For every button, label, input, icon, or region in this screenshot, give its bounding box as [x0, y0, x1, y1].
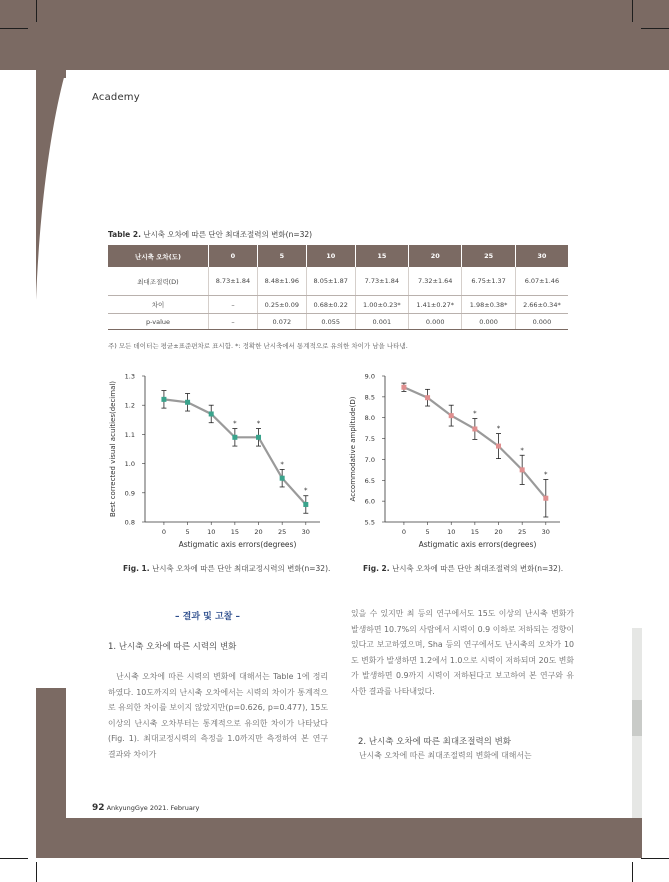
data-point — [256, 435, 261, 440]
table-cell: 1.41±0.27* — [409, 296, 462, 314]
y-tick-label: 1.0 — [124, 460, 135, 469]
y-axis-label: Best corrected visual acuities(decimal) — [109, 380, 117, 518]
subsection-2-heading: 2. 난시축 오차에 따른 최대조절력의 변화 — [358, 737, 511, 747]
significance-marker: * — [544, 470, 548, 479]
journal-name: AnkyungGye 2021. February — [106, 804, 200, 812]
section-title: – 결과 및 고찰 – — [175, 612, 241, 622]
table-row — [108, 296, 568, 314]
y-tick-label: 9.0 — [364, 372, 375, 381]
figure-2-chart — [340, 370, 570, 555]
table-header-row — [108, 245, 568, 267]
table-row — [108, 267, 568, 296]
x-tick-label: 20 — [494, 528, 503, 536]
table-cell: 0.001 — [355, 314, 408, 330]
table-caption — [108, 229, 312, 240]
y-tick-label: 1.2 — [124, 401, 135, 410]
y-tick-label: 1.3 — [124, 372, 135, 381]
significance-marker: * — [280, 460, 284, 469]
figure-2-caption — [363, 563, 563, 574]
data-point — [161, 397, 166, 402]
y-tick-label: 7.5 — [364, 435, 375, 444]
y-tick-label: 7.0 — [364, 455, 375, 464]
significance-marker: * — [233, 419, 237, 428]
x-tick-label: 15 — [470, 528, 480, 536]
page-footer — [92, 803, 199, 813]
figure-1-caption — [123, 563, 330, 574]
table-cell: 8.05±1.87 — [306, 267, 355, 296]
table-header-cell: 10 — [306, 245, 355, 267]
figure-2-label: Fig. 2. — [363, 564, 390, 573]
table-cell: 0.000 — [515, 314, 568, 330]
table-header-cell: 15 — [355, 245, 408, 267]
table-cell: 1.00±0.23* — [355, 296, 408, 314]
data-point — [185, 400, 190, 405]
paragraph-1: 난시축 오차에 따른 시력의 변화에 대해서는 Table 1에 정리하였다. 10도까지의 난시축 오차에서는 시력의 차이가 통계적으로 유의한 차이를 보이지 않았지만(p=0.626, p=0.477), 15도 이상의 난시축 오차부터는 통계적으로 유의한 차이가 나타났다(Fig. 1). 최대교정시력의 측정을 1.0까지만 측정하여 본 연구 결과와 차이가 — [108, 672, 328, 759]
y-axis-label: Accommodative amplitude(D) — [349, 396, 357, 502]
series-line — [164, 399, 306, 504]
y-tick-label: 5.5 — [364, 518, 375, 527]
x-axis-label: Astigmatic axis errors(degrees) — [418, 540, 537, 549]
section-header: Academy — [92, 92, 140, 103]
table-caption-text: 난시축 오차에 따른 단안 최대조절력의 변화(n=32) — [143, 230, 313, 239]
significance-marker: * — [304, 486, 308, 495]
data-point — [496, 444, 501, 449]
table-cell: 0.072 — [257, 314, 306, 330]
y-tick-label: 1.1 — [124, 430, 135, 439]
y-tick-label: 0.8 — [124, 518, 135, 527]
significance-marker: * — [473, 409, 477, 418]
table-cell: 최대조절력(D) — [108, 267, 209, 296]
subsection-1-heading: 1. 난시축 오차에 따른 시력의 변화 — [108, 642, 237, 652]
x-tick-label: 30 — [541, 528, 550, 536]
y-tick-label: 8.5 — [364, 393, 375, 402]
table-cell: 7.73±1.84 — [355, 267, 408, 296]
x-tick-label: 25 — [518, 528, 527, 536]
data-point — [425, 395, 430, 400]
table-cell: – — [209, 296, 258, 314]
y-tick-label: 0.9 — [124, 489, 135, 498]
data-point — [280, 476, 285, 481]
y-tick-label: 6.0 — [364, 497, 375, 506]
table-header-cell: 난시축 오차(도) — [108, 245, 209, 267]
table-cell: 0.25±0.09 — [257, 296, 306, 314]
x-tick-label: 10 — [447, 528, 456, 536]
bottom-color-band — [36, 818, 642, 858]
x-tick-label: 10 — [207, 528, 216, 536]
table-cell: 1.98±0.38* — [462, 296, 515, 314]
x-tick-label: 0 — [401, 528, 406, 536]
figure-2-text: 난시축 오차에 따른 단안 최대조절력의 변화(n=32). — [391, 564, 564, 573]
right-margin-strip-dark — [632, 700, 642, 736]
table-cell: 7.32±1.64 — [409, 267, 462, 296]
paragraph-3: 난시축 오차에 따른 최대조절력의 변화에 대해서는 — [359, 751, 532, 760]
table-cell: 0.000 — [462, 314, 515, 330]
table-row — [108, 314, 568, 330]
significance-marker: * — [256, 419, 261, 428]
table-caption-label: Table 2. — [108, 230, 141, 239]
table-cell: 2.66±0.34* — [515, 296, 568, 314]
data-point — [401, 385, 406, 390]
table-cell: 6.07±1.46 — [515, 267, 568, 296]
data-point — [232, 435, 237, 440]
data-point — [472, 426, 477, 431]
x-axis-label: Astigmatic axis errors(degrees) — [178, 540, 297, 549]
table-cell: 0.000 — [409, 314, 462, 330]
y-tick-label: 8.0 — [364, 414, 375, 423]
data-point — [449, 413, 454, 418]
data-table — [108, 245, 568, 330]
series-line — [404, 387, 546, 498]
significance-marker: * — [496, 424, 501, 433]
table-header-cell: 5 — [257, 245, 306, 267]
x-tick-label: 30 — [301, 528, 310, 536]
figure-1-chart — [100, 370, 330, 555]
x-tick-label: 25 — [278, 528, 287, 536]
table-cell: 0.055 — [306, 314, 355, 330]
x-tick-label: 20 — [254, 528, 263, 536]
data-point — [303, 502, 308, 507]
figure-1-text: 난시축 오차에 따른 단안 최대교정시력의 변화(n=32). — [151, 564, 331, 573]
table-cell: 8.73±1.84 — [209, 267, 258, 296]
y-tick-label: 6.5 — [364, 476, 375, 485]
x-tick-label: 15 — [230, 528, 240, 536]
paragraph-2: 있을 수 있지만 최 등의 연구에서도 15도 이상의 난시축 변화가 발생하면 10.7%의 사람에서 시력이 0.9 이하로 저하되는 경향이 있다고 보고하였으며, Sha 등의 연구에서도 난시축의 오차가 10도 변화가 발생하면 1.2에서 1.0으로 시력이 저하되며 20도 변화가 발생하면 0.9까지 시력이 저하된다고 보고하여 본 연구와 유사한 결과를 나타내었다. — [351, 609, 574, 696]
significance-marker: * — [520, 446, 524, 455]
figure-1-label: Fig. 1. — [123, 564, 150, 573]
table-cell: p-value — [108, 314, 209, 330]
data-point — [209, 411, 214, 416]
x-tick-label: 5 — [425, 528, 430, 536]
table-header-cell: 30 — [515, 245, 568, 267]
data-point — [520, 467, 525, 472]
table-header-cell: 25 — [462, 245, 515, 267]
table-cell: 6.75±1.37 — [462, 267, 515, 296]
table-header-cell: 0 — [209, 245, 258, 267]
table-cell: – — [209, 314, 258, 330]
table-cell: 8.48±1.96 — [257, 267, 306, 296]
x-tick-label: 5 — [185, 528, 190, 536]
table-cell: 0.68±0.22 — [306, 296, 355, 314]
table-footnote: 주) 모든 데이터는 평균±표준편차로 표시함. *: 정확한 난시축에서 통계적으로 유의한 차이가 남을 나타냄. — [108, 342, 408, 350]
page-number: 92 — [92, 803, 105, 813]
x-tick-label: 0 — [161, 528, 166, 536]
table-cell: 차이 — [108, 296, 209, 314]
left-color-block — [36, 688, 66, 818]
data-point — [543, 496, 548, 501]
table-header-cell: 20 — [409, 245, 462, 267]
